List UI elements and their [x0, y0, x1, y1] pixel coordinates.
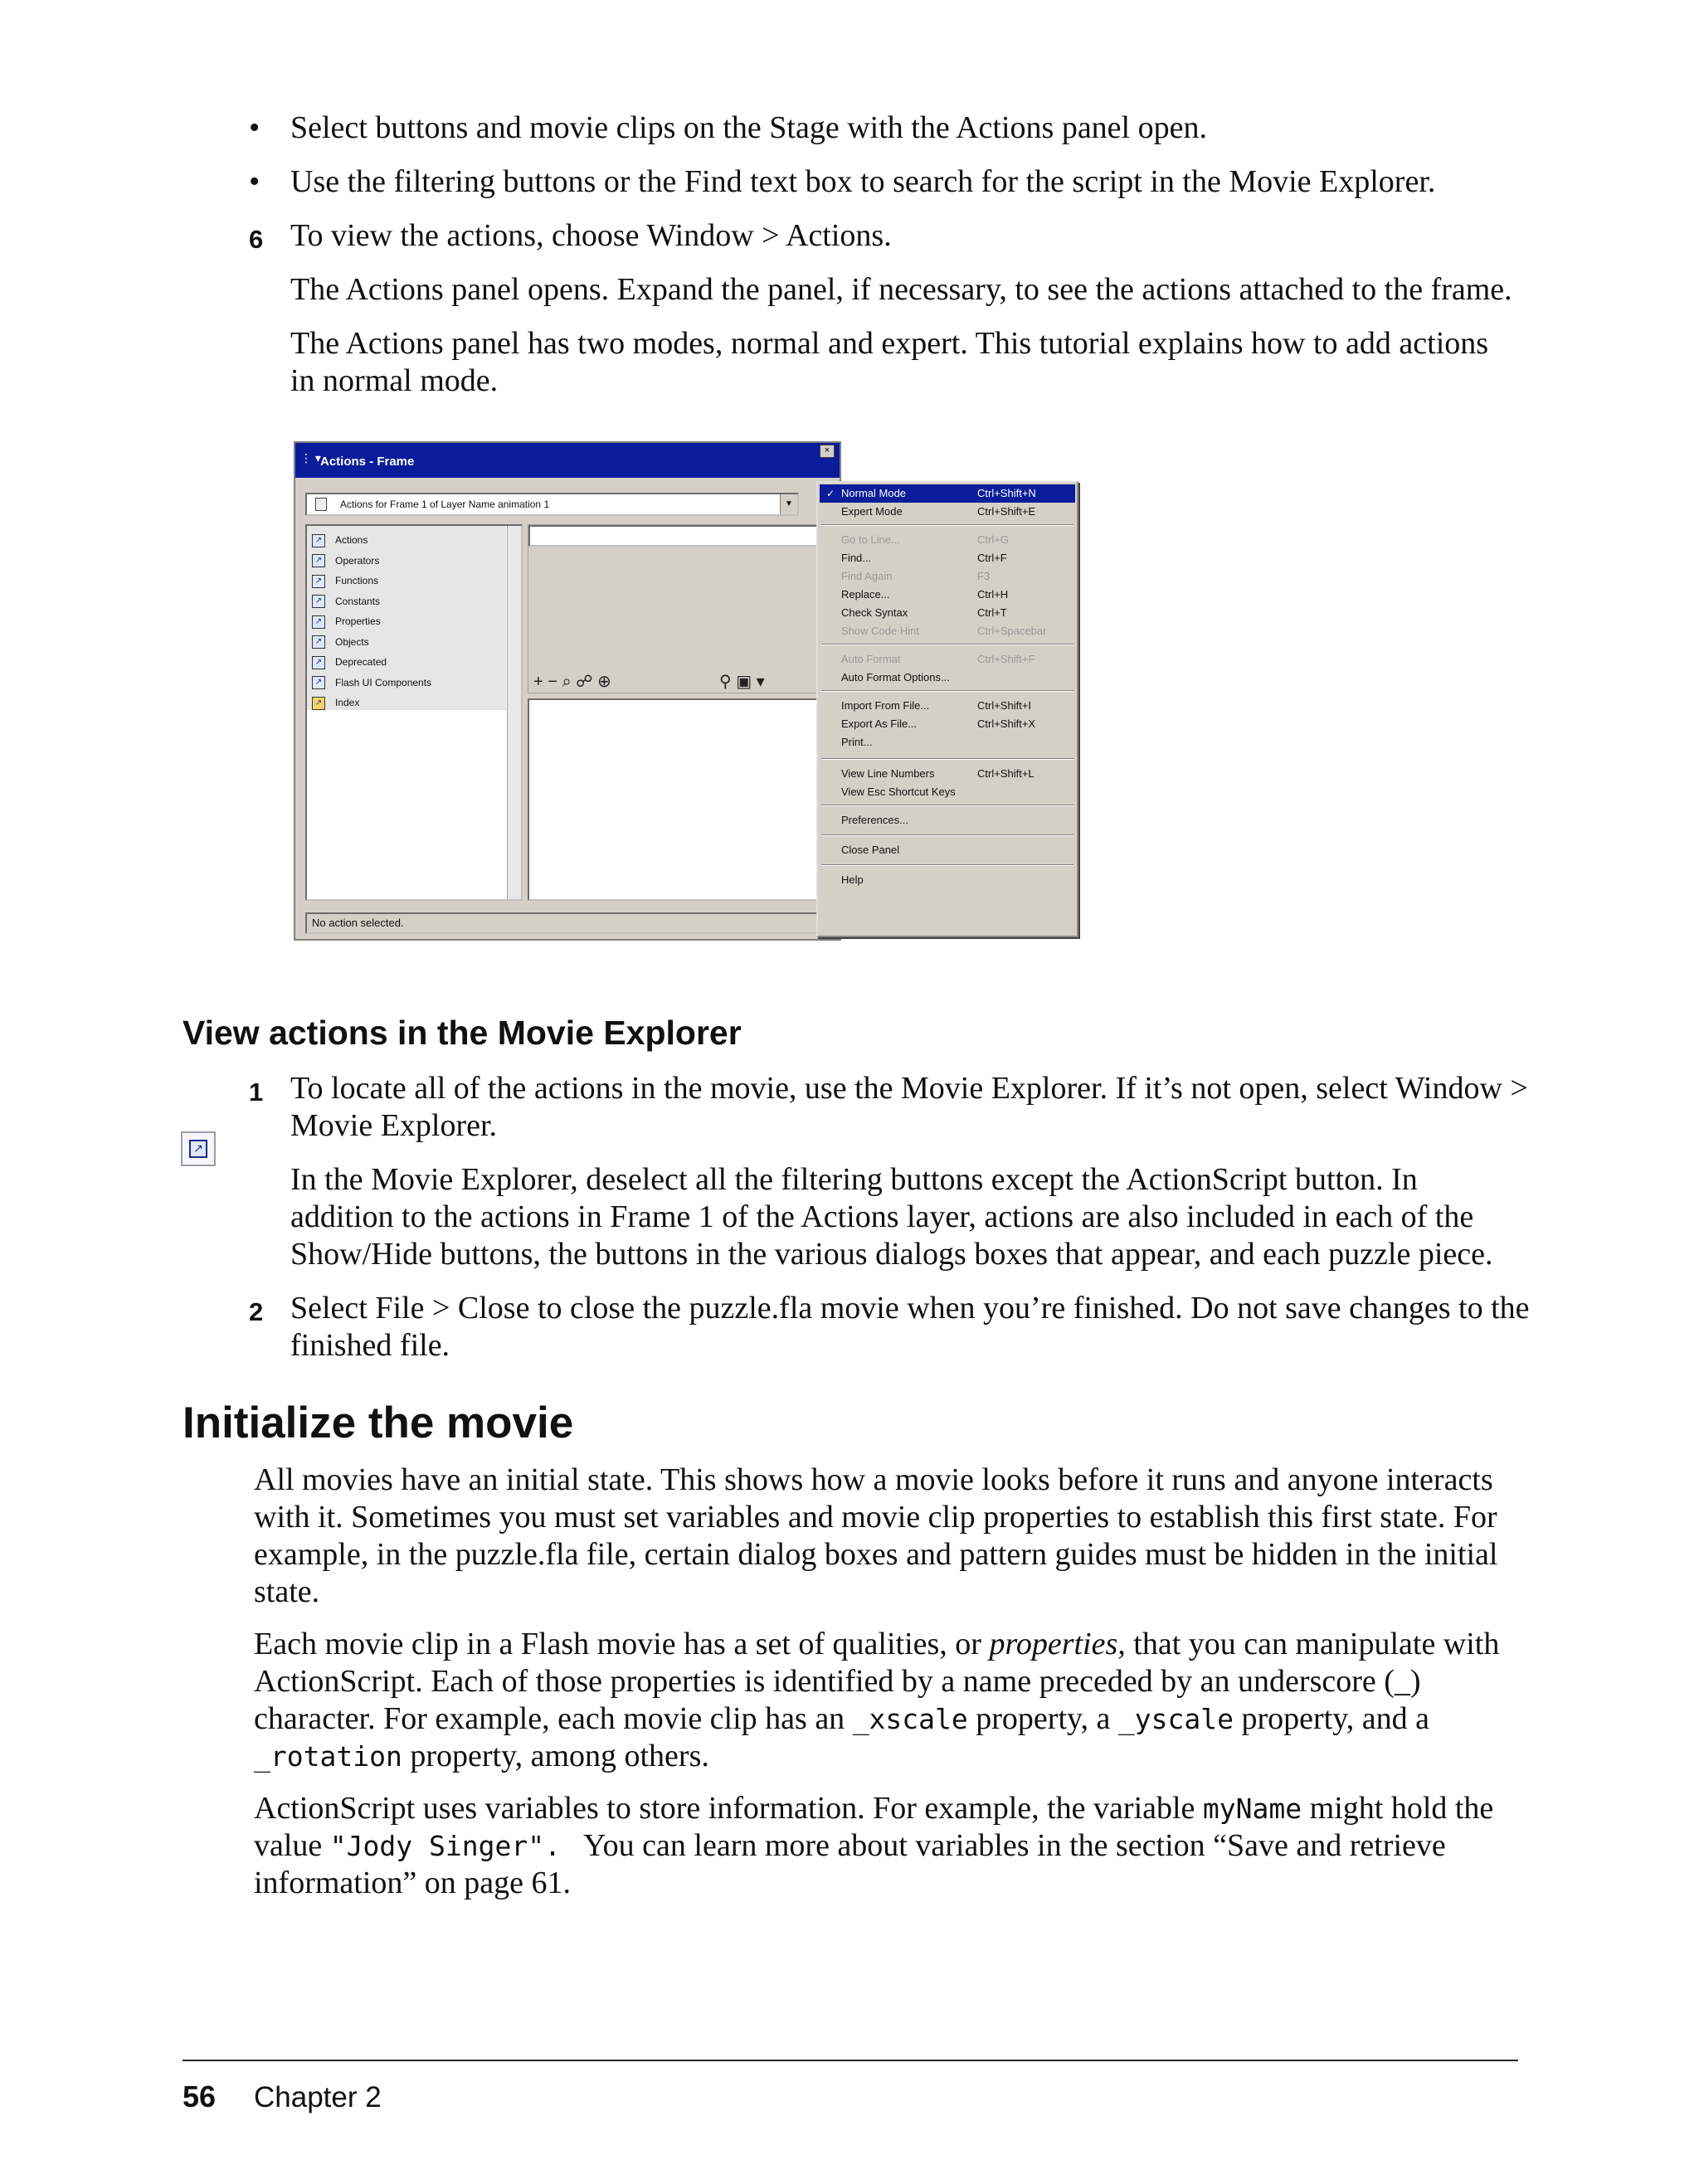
step-text: To locate all of the actions in the movie, use the Movie Explorer. If it’s not open, select Window > Movie Explorer. [290, 1071, 1528, 1143]
script-area [528, 524, 830, 901]
menu-item-shortcut: Ctrl+Spacebar [977, 625, 1047, 637]
parameter-field[interactable] [528, 525, 830, 547]
menu-item-label: View Line Numbers [841, 767, 935, 780]
menu-item-label: Help [841, 873, 864, 886]
toolbox-item-label: Objects [335, 635, 369, 648]
menu-item[interactable] [820, 715, 1075, 733]
menu-item-label: Replace... [841, 588, 890, 601]
book-icon: ↗ [312, 595, 325, 608]
book-icon: ↗ [312, 697, 325, 710]
toolbox-item-label: Constants [335, 595, 381, 607]
text-run: Each movie clip in a Flash movie has a set of qualities, or [254, 1627, 990, 1661]
menu-separator [821, 690, 1073, 692]
grip-icon: ⋮ ▾ [300, 451, 321, 465]
script-pane[interactable] [528, 698, 830, 901]
menu-item-label: View Esc Shortcut Keys [841, 786, 956, 798]
toolbox-item-label: Operators [335, 554, 380, 567]
menu-item-shortcut: Ctrl+Shift+E [977, 505, 1036, 518]
text-run: property, and a [1233, 1701, 1429, 1736]
text-run: might hold the value [254, 1791, 1494, 1863]
menu-item[interactable] [820, 567, 1075, 586]
menu-item[interactable] [820, 811, 1075, 829]
menu-item[interactable] [820, 531, 1075, 549]
toolbox-item-label: Flash UI Components [335, 676, 432, 688]
toolbox-item[interactable] [312, 592, 380, 610]
text-run: property, a [967, 1701, 1118, 1736]
menu-item[interactable] [820, 622, 1075, 640]
step-number: 1 [249, 1077, 264, 1107]
toolbox-item-label: Index [335, 697, 360, 708]
menu-item[interactable] [820, 604, 1075, 622]
code-rotation: _rotation [254, 1740, 402, 1773]
menu-item-label: Check Syntax [841, 606, 908, 619]
toolbox-scrollbar[interactable] [507, 526, 521, 899]
menu-item[interactable] [820, 549, 1075, 567]
menu-item-shortcut: Ctrl+T [977, 606, 1007, 619]
menu-item-shortcut: Ctrl+Shift+N [977, 487, 1036, 499]
bullet-marker: • [249, 164, 260, 199]
menu-separator [821, 758, 1073, 760]
menu-item-label: Show Code Hint [841, 625, 919, 637]
menu-item[interactable] [820, 484, 1075, 503]
code-jody-singer: "Jody Singer". [329, 1830, 561, 1862]
menu-item-label: Find Again [841, 570, 893, 582]
toolbox-item-label: Deprecated [335, 656, 387, 668]
step-text: Select File > Close to close the puzzle.fla movie when you’re finished. Do not save changes to the finished file. [290, 1291, 1530, 1363]
menu-separator [821, 834, 1073, 836]
menu-item[interactable] [820, 733, 1075, 752]
menu-item-label: Expert Mode [841, 505, 903, 518]
book-icon: ↗ [312, 554, 325, 567]
chevron-down-icon[interactable]: ▼ [780, 494, 797, 514]
menu-item[interactable] [820, 586, 1075, 604]
toolbox-item[interactable] [312, 633, 369, 651]
arrow-icon: ↗ [189, 1140, 207, 1158]
scope-dropdown[interactable] [305, 493, 799, 516]
menu-item-label: Auto Format [841, 653, 901, 665]
status-bar: No action selected. [305, 912, 828, 934]
actions-panel [294, 441, 841, 941]
menu-item[interactable] [820, 765, 1075, 783]
options-menu [816, 481, 1078, 937]
menu-item[interactable] [820, 503, 1075, 521]
paragraph [254, 1626, 1523, 1775]
step-6-paragraph: The Actions panel opens. Expand the panel, if necessary, to see the actions attached to the frame. [290, 272, 1512, 307]
menu-item-shortcut: Ctrl+Shift+L [977, 767, 1034, 780]
bullet-text: Select buttons and movie clips on the Stage with the Actions panel open. [290, 110, 1207, 145]
menu-item-shortcut: Ctrl+H [977, 588, 1009, 601]
toolbox-item-label: Functions [335, 575, 379, 586]
step-1-paragraph: In the Movie Explorer, deselect all the filtering buttons except the ActionScript button. In addition to the actions in Frame 1 of the Actions layer, actions are also included in each of the Show/Hide buttons, the buttons in the various dialogs boxes that appear, and each puzzle piece. [290, 1162, 1493, 1272]
menu-item-label: Print... [841, 736, 873, 748]
actions-panel-screenshot [292, 440, 1080, 946]
menu-item-label: Preferences... [841, 814, 908, 826]
toolbox-item[interactable] [312, 552, 379, 570]
frame-icon [315, 498, 327, 511]
panel-title: Actions - Frame [320, 455, 415, 469]
step-number: 6 [249, 225, 264, 254]
section-heading: Initialize the movie [183, 1398, 574, 1447]
menu-item[interactable] [820, 669, 1075, 687]
menu-item-shortcut: Ctrl+Shift+I [977, 699, 1032, 712]
toolbox-item[interactable] [312, 693, 359, 712]
menu-item[interactable] [820, 697, 1075, 715]
code-myname: myName [1202, 1792, 1302, 1825]
menu-item[interactable] [820, 783, 1075, 801]
step-number: 2 [249, 1297, 264, 1326]
book-icon: ↗ [312, 635, 325, 649]
close-icon[interactable]: × [820, 445, 835, 458]
code-xscale: _xscale [852, 1703, 968, 1735]
dropdown-value: Actions for Frame 1 of Layer Name animation 1 [340, 499, 550, 510]
menu-item-label: Export As File... [841, 717, 918, 730]
paragraph: All movies have an initial state. This shows how a movie looks before it runs and anyone interacts with it. Sometimes you must set variables and movie clip properties to establish this first state. For example, in the puzzle.fla file, certain dialog boxes and pattern guides must be hidden in the initial state. [254, 1462, 1498, 1609]
text-run: ActionScript uses variables to store information. For example, the variable [254, 1791, 1203, 1826]
menu-item-label: Close Panel [841, 844, 900, 856]
toolbox-item[interactable] [312, 674, 431, 692]
menu-item-label: Import From File... [841, 699, 930, 712]
code-yscale: _yscale [1117, 1703, 1234, 1735]
bullet-marker: • [249, 110, 260, 145]
menu-separator [821, 644, 1073, 645]
book-icon: ↗ [312, 615, 325, 629]
book-icon: ↗ [312, 534, 325, 547]
menu-item-shortcut: Ctrl+Shift+F [977, 653, 1035, 665]
menu-item-shortcut: Ctrl+F [977, 552, 1007, 564]
toolbox-item[interactable] [312, 653, 387, 671]
parameters-pane [528, 524, 830, 693]
page-number: 56 [183, 2079, 217, 2113]
text-run: that you can manipulate with ActionScript. Each of those properties is identified by a name preceded by an underscore (_) character. For example, each movie clip has an [254, 1627, 1500, 1736]
check-icon: ✓ [826, 488, 835, 499]
script-toolbar-right[interactable]: ⚲ ▣ ▾ [719, 673, 765, 691]
menu-item-label: Normal Mode [841, 487, 907, 499]
toolbox-item[interactable] [312, 572, 378, 590]
text-run: property, among others. [402, 1739, 709, 1773]
menu-item-shortcut: F3 [977, 570, 991, 582]
toolbox-item[interactable] [312, 612, 381, 630]
toolbox-item[interactable] [312, 531, 368, 549]
bullet-text: Use the filtering buttons or the Find text box to search for the script in the Movie Explorer. [290, 164, 1436, 199]
menu-separator [821, 864, 1073, 866]
book-icon: ↗ [312, 575, 325, 588]
chapter-label: Chapter 2 [254, 2081, 382, 2113]
footer-rule [183, 2060, 1518, 2061]
section-heading: View actions in the Movie Explorer [183, 1014, 742, 1052]
emphasis: properties, [989, 1627, 1126, 1661]
menu-separator [821, 805, 1073, 806]
menu-item[interactable] [820, 871, 1075, 889]
script-toolbar[interactable]: + − ⌕ ☍ ⊕ [533, 673, 611, 691]
book-icon: ↗ [312, 676, 325, 689]
actionscript-icon [181, 1131, 216, 1166]
menu-item-label: Go to Line... [841, 533, 900, 546]
menu-item-shortcut: Ctrl+G [977, 533, 1009, 546]
menu-separator [821, 524, 1073, 526]
panel-titlebar[interactable] [295, 443, 840, 478]
text-run: You can learn more about variables in the section “Save and retrieve information” on page 61. [254, 1828, 1454, 1900]
menu-item-label: Find... [841, 552, 872, 564]
book-icon: ↗ [312, 656, 325, 669]
actions-toolbox [305, 524, 523, 901]
menu-item-shortcut: Ctrl+Shift+X [977, 717, 1036, 730]
toolbox-item-label: Properties [335, 615, 381, 627]
paragraph [254, 1790, 1523, 1902]
menu-item-label: Auto Format Options... [841, 671, 950, 683]
step-6-paragraph: The Actions panel has two modes, normal and expert. This tutorial explains how to add actions in normal mode. [290, 326, 1489, 398]
menu-item[interactable] [820, 841, 1075, 859]
toolbox-item-label: Actions [335, 534, 368, 546]
menu-item[interactable] [820, 650, 1075, 669]
toolbox-list [307, 526, 506, 710]
step-text: To view the actions, choose Window > Actions. [290, 218, 892, 253]
